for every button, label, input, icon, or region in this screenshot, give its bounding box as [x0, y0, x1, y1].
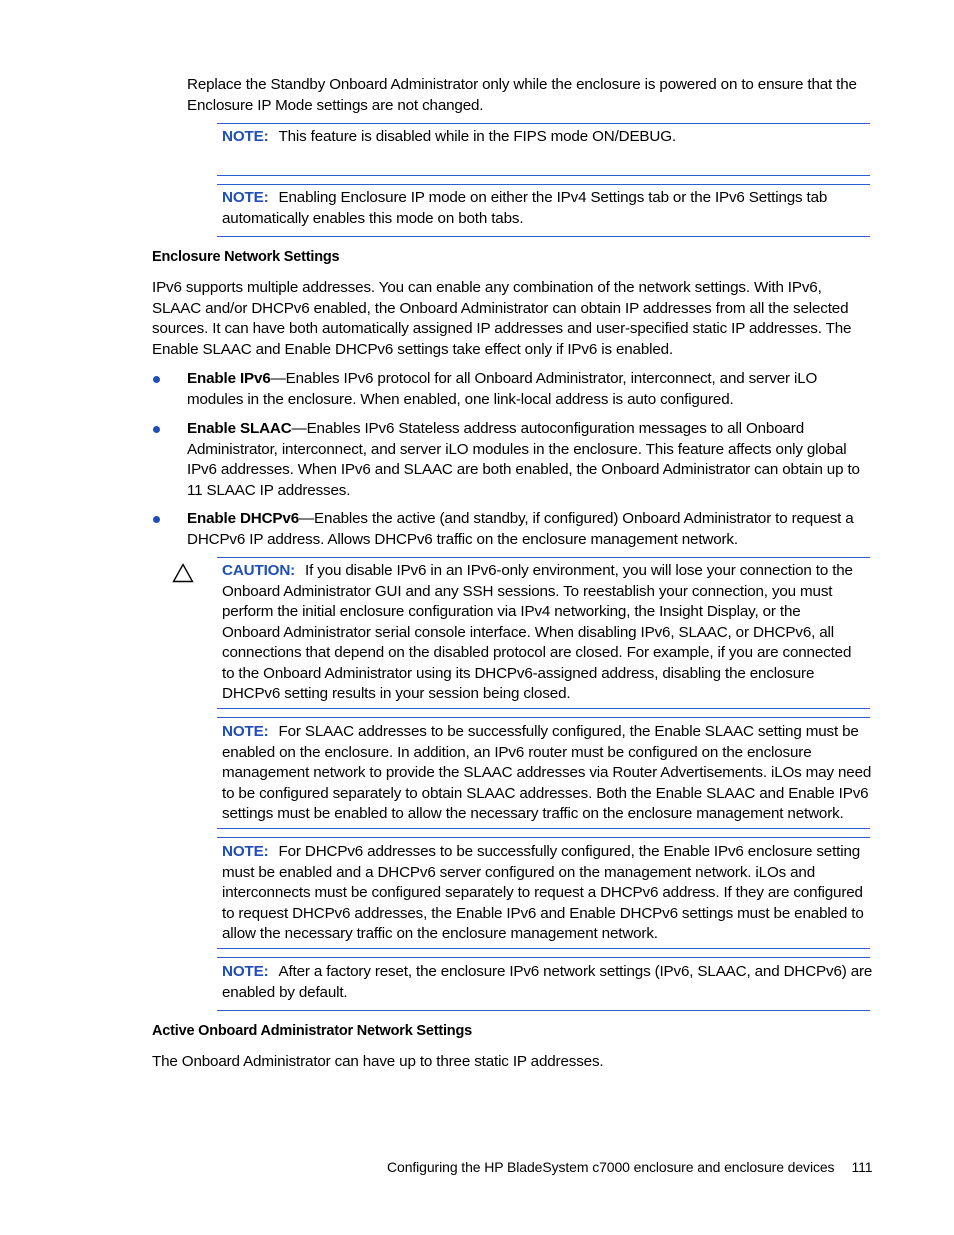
- note-rule: [217, 175, 870, 176]
- note-text: management network to provide the SLAAC addresses via Router Advertisements. iLOs may need: [222, 764, 872, 781]
- intro-paragraph: [187, 75, 857, 116]
- note-rule: [217, 1010, 870, 1011]
- bullet-term: Enable IPv6: [187, 370, 271, 387]
- caution-text: Onboard Administrator serial console interface. When disabling IPv6, SLAAC, or DHCPv6, all: [222, 623, 835, 641]
- note-text: This feature is disabled while in the FIPS mode ON/DEBUG.: [278, 128, 676, 145]
- note-text: automatically enables this mode on both tabs.: [222, 209, 524, 227]
- page-footer: [387, 1159, 872, 1175]
- caution-text: If you disable IPv6 in an IPv6-only environment, you will lose your connection to the: [305, 562, 853, 579]
- bullet-text: —Enables IPv6 Stateless address autoconfiguration messages to all Onboard: [291, 420, 805, 437]
- note-text: For DHCPv6 addresses to be successfully configured, the Enable IPv6 enclosure setting: [278, 843, 861, 860]
- caution-rule: [217, 557, 870, 558]
- note-rule: [217, 184, 870, 185]
- bullet-text: IPv6 addresses. When IPv6 and SLAAC are both enabled, the Onboard Administrator can obtain up to: [187, 461, 860, 478]
- bullet-enable-dhcpv6: [187, 509, 854, 550]
- bullet-text: DHCPv6 IP address. Allows DHCPv6 traffic on the enclosure management network.: [187, 530, 738, 548]
- bullet-dot: [153, 426, 160, 433]
- note-text: enabled on the enclosure. In addition, an IPv6 router must be configured on the enclosure: [222, 743, 812, 761]
- caution-rule: [217, 708, 870, 709]
- note-rule: [217, 236, 870, 237]
- note-label: NOTE:: [222, 189, 269, 206]
- bullet-text: 11 SLAAC IP addresses.: [187, 481, 351, 499]
- note-text: to be configured separately to obtain SLAAC addresses. Both the Enable SLAAC and Enable IPv6: [222, 784, 869, 802]
- note-rule: [217, 717, 870, 718]
- note-text: allow the necessary traffic on the enclosure management network.: [222, 925, 658, 942]
- intro-line: Replace the Standby Onboard Administrator only while the enclosure is powered on to ensure that the: [187, 76, 857, 93]
- note-rule: [217, 957, 870, 958]
- caution-text: DHCPv6 setting results in your session being closed.: [222, 685, 571, 702]
- note-label: NOTE:: [222, 963, 269, 980]
- note-text: interconnects must be configured separately to request a DHCPv6 address. If they are configured: [222, 884, 863, 901]
- bullet-term: Enable SLAAC: [187, 420, 292, 437]
- caution-triangle-icon: [172, 563, 194, 583]
- intro-line: Enclosure IP Mode settings are not changed.: [187, 96, 484, 114]
- note-slaac: [222, 722, 871, 825]
- footer-title: Configuring the HP BladeSystem c7000 enclosure and enclosure devices: [387, 1159, 835, 1175]
- paragraph-line: Enable SLAAC and Enable DHCPv6 settings take effect only if IPv6 is enabled.: [152, 340, 674, 358]
- bullet-text: modules in the enclosure. When enabled, one link-local address is auto configured.: [187, 390, 734, 408]
- caution-text: perform the initial enclosure configuration via IPv4 networking, the Insight Display, or the: [222, 603, 801, 620]
- section-heading: Enclosure Network Settings: [152, 249, 340, 265]
- note-factory-reset: [222, 962, 872, 1003]
- note-fips: [222, 127, 676, 148]
- note-rule: [217, 828, 870, 829]
- bullet-dot: [153, 516, 160, 523]
- paragraph-line: IPv6 supports multiple addresses. You can enable any combination of the network settings. With IPv6,: [152, 279, 822, 296]
- bullet-enable-ipv6: [187, 369, 817, 410]
- page-number: 111: [851, 1159, 873, 1175]
- note-dhcpv6: [222, 842, 864, 945]
- bullet-text: —Enables the active (and standby, if configured) Onboard Administrator to request a: [299, 510, 854, 527]
- note-rule: [217, 123, 870, 124]
- note-text: enabled by default.: [222, 983, 348, 1001]
- section-paragraph: The Onboard Administrator can have up to three static IP addresses.: [152, 1053, 604, 1070]
- note-text: must be enabled and a DHCPv6 server configured on the management network. iLOs and: [222, 863, 816, 881]
- note-enclosure-ip-mode: [222, 188, 827, 229]
- note-rule: [217, 948, 870, 949]
- section-paragraph: [152, 278, 851, 360]
- bullet-text: Administrator, interconnect, and server iLO modules in the enclosure. This feature affects only global: [187, 440, 847, 458]
- note-label: NOTE:: [222, 723, 269, 740]
- caution-text: connections that depend on the disabled protocol are closed. For example, if you are connected: [222, 644, 852, 661]
- note-text: settings must be enabled to allow the necessary traffic on the enclosure management network.: [222, 805, 844, 822]
- caution-box: [222, 561, 853, 705]
- caution-text: Onboard Administrator GUI and any SSH sessions. To reestablish your connection, you must: [222, 582, 833, 600]
- bullet-dot: [153, 376, 160, 383]
- note-text: to request DHCPv6 addresses, the Enable IPv6 and Enable DHCPv6 settings must be enabled to: [222, 904, 864, 922]
- bullet-enable-slaac: [187, 419, 860, 501]
- note-label: NOTE:: [222, 843, 269, 860]
- caution-label: CAUTION:: [222, 562, 296, 579]
- paragraph-line: SLAAC and/or DHCPv6 enabled, the Onboard Administrator can obtain IP addresses from all the selected: [152, 299, 849, 317]
- note-text: After a factory reset, the enclosure IPv6 network settings (IPv6, SLAAC, and DHCPv6) are: [278, 963, 873, 980]
- note-text: For SLAAC addresses to be successfully configured, the Enable SLAAC setting must be: [278, 723, 859, 740]
- section-heading: Active Onboard Administrator Network Settings: [152, 1023, 472, 1039]
- note-text: Enabling Enclosure IP mode on either the IPv4 Settings tab or the IPv6 Settings tab: [278, 189, 828, 206]
- note-label: NOTE:: [222, 128, 269, 145]
- paragraph-line: sources. It can have both automatically assigned IP addresses and user-specified static IP addresses. The: [152, 320, 852, 337]
- bullet-text: —Enables IPv6 protocol for all Onboard Administrator, interconnect, and server iLO: [270, 370, 818, 387]
- bullet-term: Enable DHCPv6: [187, 510, 299, 527]
- caution-text: to the Onboard Administrator using its DHCPv6-assigned address, disabling the enclosure: [222, 664, 815, 682]
- note-rule: [217, 837, 870, 838]
